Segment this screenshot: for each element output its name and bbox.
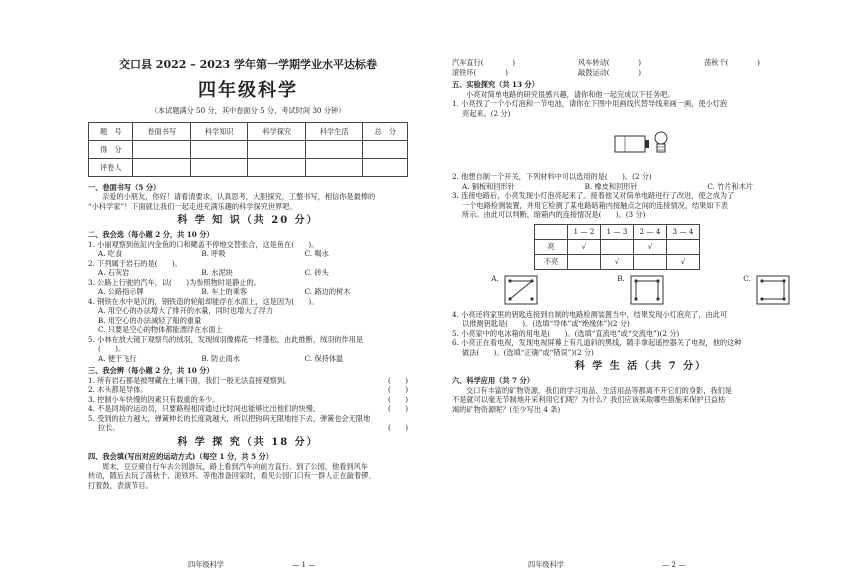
judge-item: [88, 385, 408, 395]
section-1-text: 亲爱的小朋友，你好！请看清要求，认真思考，大胆探究，工整书写，相信你是最棒的: [102, 192, 376, 202]
subject-title: 四年级科学: [198, 79, 298, 101]
option[interactable]: C. 砖头: [304, 268, 329, 278]
circuit-box-c-icon: [755, 274, 791, 306]
answer-paren[interactable]: ( ): [388, 404, 408, 414]
option[interactable]: C. 只要是空心的物体都能漂浮在水面上: [98, 325, 223, 335]
option[interactable]: A. 便于飞行: [98, 353, 137, 363]
option[interactable]: B. 防止雨水: [201, 353, 240, 363]
option[interactable]: B. 车上的乘客: [201, 287, 248, 297]
score-cell[interactable]: [363, 140, 408, 158]
answer-paren[interactable]: ( ): [388, 375, 408, 385]
question: 6. 小亮正在看电视，发现电视屏幕上有几道斜的黑线，随手拿起遥控器关了电视，他的这种: [452, 338, 742, 347]
result-header: 1 — 3: [601, 224, 634, 239]
options-row: [88, 268, 408, 278]
option[interactable]: A. 用空心的办法增大了排开的水量，同时也增大了浮力: [98, 306, 274, 316]
page-number: — 1 —: [292, 560, 316, 569]
option[interactable]: C. 路边的树木: [304, 287, 351, 297]
question-cont: 所示。由此可以判断，暗箱内的连接情况是( )。(3 分): [462, 210, 646, 219]
question-cont: 以推测钥匙是( )。(选填“导体”或“绝缘体”)(2 分): [462, 319, 630, 328]
battery-bulb-figure: [452, 126, 830, 162]
answer-paren[interactable]: ( ): [388, 423, 408, 433]
question: 3. 连接电路后，小亮发现小灯泡亮起来了。接着他又对简单电路进行了改进，使之成为了: [452, 191, 735, 200]
score-header-cell: 科学知识: [190, 122, 248, 140]
result-header: 2 — 4: [634, 224, 667, 239]
check-mark: √: [568, 239, 601, 254]
question-cont: 做法( )。(选填“正确”或“错误”)(2 分): [462, 347, 594, 357]
question-cont: 一个电路检测装置，并用它检测了某电路暗箱内接触点之间的连接情况，结果如下表: [462, 200, 728, 210]
score-cell[interactable]: [190, 158, 248, 176]
option-label: A.: [491, 273, 499, 283]
section-6-title: 六、科学应用（共 7 分）: [452, 376, 534, 386]
page-number: — 2 —: [662, 560, 686, 569]
judge-item: [88, 404, 408, 414]
section-6-text: 不是就可以毫无节制地开采利用它们呢？为什么？我们应该采取哪些措施来保护日益枯: [452, 395, 726, 405]
result-header: 3 — 4: [667, 224, 700, 239]
option-a[interactable]: [491, 274, 538, 306]
question: 5. 小林在放大镜下观察鸟的绒羽，发现绒羽像棉花一样蓬松，由此推断，绒羽的作用是: [88, 334, 364, 344]
score-header-cell: 题 号: [89, 122, 133, 140]
result-cell: [568, 254, 601, 269]
judge-text: 拉长。: [98, 423, 120, 433]
option[interactable]: C. 保持体温: [304, 353, 344, 363]
score-cell[interactable]: [248, 140, 306, 158]
question: 5. 小亮家中的电冰箱的用电是( )。(选填“直流电”或“交流电”)(2 分): [452, 328, 680, 338]
fill-row: [452, 58, 830, 68]
footer-label: 四年级科学: [188, 560, 224, 569]
fill-blank[interactable]: 敲鼓运动( ): [578, 67, 642, 77]
section-4-title: 四、我会填(写出对应的运动方式)（每空 1 分，共 5 分）: [88, 452, 273, 462]
options-row: [452, 182, 830, 192]
section-6-text: 交口有丰富的矿物资源，我们的学习用品、生活用品等都离不开它们的身影，我们是: [466, 385, 732, 395]
option[interactable]: B. 橡皮和回形针: [584, 181, 638, 191]
section-1-title: 一、卷面书写（5 分）: [88, 182, 161, 192]
fill-blank[interactable]: 荡秋千( ): [704, 58, 760, 67]
score-header-cell: 卷面书写: [133, 122, 191, 140]
question: 4. 钢铁在水中是沉的，钢铁造的轮船却能浮在水面上，这是因为( )。: [88, 296, 319, 306]
judge-text: 3. 控制小车快慢的因素只有载重的多少。: [88, 394, 220, 404]
result-corner: [535, 224, 568, 239]
question: 4. 小亮还将家里的钥匙连接到自制的电路检测装置当中，结果发现小灯泡亮了，由此可: [452, 309, 728, 319]
footer-label: 四年级科学: [528, 560, 564, 569]
question: 2. 下列属于岩石的是( )。: [88, 258, 182, 268]
score-cell[interactable]: [363, 158, 408, 176]
judge-text: 4. 不是同场的运动员，只要路程相同通过比时间也能够比出他们的快慢。: [88, 404, 320, 414]
result-cell: [634, 254, 667, 269]
score-cell[interactable]: [305, 140, 363, 158]
score-header-cell: 科学探究: [248, 122, 306, 140]
score-row-label: 评卷人: [89, 158, 133, 176]
question: 3. 公路上行驶的汽车，以( )为参照物时是静止的。: [88, 277, 261, 287]
option[interactable]: A. 铜板和回形针: [462, 181, 515, 191]
fill-blank[interactable]: 风车转动( ): [578, 58, 642, 67]
check-mark: √: [601, 254, 634, 269]
question-cont: 亮起来。(2 分): [462, 108, 511, 118]
section-5-intro: 小亮对简单电路的研究很感兴趣，请你和他一起完成以下任务吧。: [466, 89, 675, 99]
option[interactable]: C. 喝水: [304, 249, 329, 259]
judge-text: 1. 所有岩石都是被埋藏在土壤下面，我们一般无法直接观察到。: [88, 375, 292, 385]
section-4-text: 周末，豆豆骑自行车去公园游玩，路上看到汽车向前方直行。到了公园，他看到风车: [102, 461, 368, 471]
options-row: [88, 287, 408, 297]
section-2-title: 二、我会选（每小题 2 分，共 10 分）: [88, 230, 214, 240]
check-mark: √: [667, 254, 700, 269]
result-header: 1 — 2: [568, 224, 601, 239]
score-table: [88, 122, 408, 177]
score-cell[interactable]: [305, 158, 363, 176]
question: 2. 他想自制一个开关，下列材料中可以选用的是( )。(2 分): [452, 172, 652, 181]
result-table: [534, 224, 700, 270]
option[interactable]: C. 竹片和木片: [707, 181, 754, 191]
knowledge-heading: 科 学 知 识（共 20 分）: [177, 215, 319, 227]
section-4-text: 转动，随后去玩了荡秋千、滚铁环。等他准备回家时，看见公园门口有一群人正在敲着锣、: [88, 471, 376, 481]
result-row-label: 亮: [535, 239, 568, 254]
option[interactable]: A. 石灰岩: [98, 268, 130, 278]
score-header-cell: 总 分: [363, 122, 408, 140]
section-5-title: 五、实验探究（共 13 分）: [452, 80, 539, 89]
options-row: [88, 249, 408, 259]
circuit-box-options: [452, 274, 830, 306]
result-cell: [601, 239, 634, 254]
fill-row: [452, 68, 830, 78]
option-b[interactable]: [617, 274, 665, 306]
check-mark: √: [634, 239, 667, 254]
result-row-label: 不亮: [535, 254, 568, 269]
circuit-box-b-icon: [629, 274, 665, 306]
option-label: C.: [743, 273, 751, 283]
score-cell[interactable]: [190, 140, 248, 158]
score-cell[interactable]: [248, 158, 306, 176]
option-c[interactable]: [743, 274, 791, 306]
option[interactable]: B. 呼吸: [201, 249, 226, 259]
fill-blank[interactable]: 滚铁环( ): [452, 67, 508, 77]
battery-bulb-icon: [611, 126, 671, 162]
option[interactable]: A. 公路指示牌: [98, 287, 144, 297]
answer-paren[interactable]: ( ): [388, 385, 408, 395]
section-1-text: “小科学家”！下面就让我们一起走进充满乐趣的科学探究世界吧。: [88, 201, 297, 211]
result-cell: [667, 239, 700, 254]
option[interactable]: B. 水泥块: [201, 268, 233, 278]
section-6-text: 竭的矿物资源呢？(至少写出 4 条): [452, 404, 561, 414]
section-3-title: 三、我会辨（每小题 2 分，共 10 分）: [88, 366, 214, 376]
question-cont: ( )。: [98, 344, 126, 354]
answer-paren[interactable]: ( ): [388, 394, 408, 404]
judge-text: 5. 受到的拉力越大，弹簧伸长的长度就越大，所以把钩码无限地挂下去，弹簧也会无限地: [88, 413, 371, 423]
fill-blank[interactable]: 汽车直行( ): [452, 58, 516, 67]
judge-item: [88, 395, 408, 405]
option-label: B.: [617, 273, 625, 283]
explore-heading: 科 学 探 究（共 18 分）: [177, 436, 319, 448]
right-page: [430, 0, 860, 588]
score-row-label: 得 分: [89, 140, 133, 158]
judge-text: 2. 木头都是导体。: [88, 385, 148, 395]
option[interactable]: A. 吃食: [98, 249, 123, 259]
section-4-text: 打着鼓，表演节目。: [88, 480, 153, 490]
score-cell[interactable]: [133, 158, 191, 176]
life-heading: 科 学 生 活（共 7 分）: [574, 361, 708, 372]
score-header-cell: 科学生活: [305, 122, 363, 140]
score-cell[interactable]: [133, 140, 191, 158]
options-row: [88, 354, 408, 364]
circuit-box-a-icon: [503, 274, 539, 306]
question: 1. 小亮找了一个小灯泡和一节电池，请你在下图中用画线代替导线来画一画，使小灯泡: [452, 99, 728, 108]
exam-note: （本试题满分 50 分，其中卷面分 5 分，考试时间 30 分钟）: [150, 106, 346, 116]
exam-title: 交口县 2022 – 2023 学年第一学期学业水平达标卷: [118, 58, 378, 71]
option[interactable]: B. 用空心的办法减轻了船的重量: [98, 315, 202, 325]
question: 1. 小丽观察到鱼缸内金鱼的口和鳃盖不停地交替张合，这是鱼在( )。: [88, 239, 319, 249]
judge-item: [88, 423, 408, 433]
judge-item: [88, 376, 408, 386]
